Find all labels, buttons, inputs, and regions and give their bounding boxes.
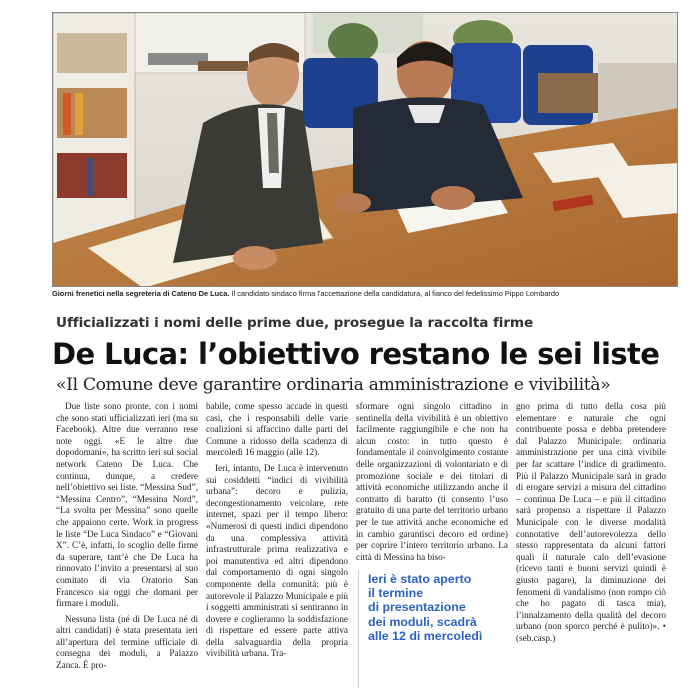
divider bbox=[358, 570, 359, 688]
caption-text: Il candidato sindaco firma l'accettazione della candidatura, al fianco del fedelissimo Pippo Lombardo bbox=[229, 289, 560, 298]
paragraph: gno prima di tutto della cosa più elementare e naturale che ogni contribuente possa e debba pretendere dal Palazzo Municipale: ordinaria amministrazione per una città vivibile per far scattare l’indice di gradimento. Più il Palazzo Municipale sarà in grado di erogare servizi a misura del cittadino – continua De Luca – e più il cittadino sarà propenso a rispettare il Palazzo Municipale con le diverse modalità connotative dell’autorevolezza dello stesso rappresentata da alcuni fattori quali il naturale calo dell’evasione (ricevo tanti e buoni servizi quindi è giusto pagare), la diminuzione dei fenomeni di vandalismo (non rompo ciò che ho pagato di tasca mia), l’innalzamento della qualità del decoro urbano (non sporco perché è pulito)». • (seb.casp.) bbox=[516, 401, 666, 643]
pull-quote-line: Ieri è stato aperto bbox=[368, 572, 472, 586]
photo-image-icon bbox=[53, 13, 678, 287]
column-4 bbox=[516, 401, 666, 644]
pull-quote-line: di presentazione bbox=[368, 600, 466, 615]
caption-bold: Giorni frenetici nella segreteria di Cateno De Luca. bbox=[52, 289, 230, 298]
article-subhead: «Il Comune deve garantire ordinaria amministrazione e vivibilità» bbox=[56, 375, 611, 395]
column-3 bbox=[356, 401, 508, 569]
pull-quote-line: dei moduli, scadrà bbox=[368, 614, 477, 629]
column-2 bbox=[206, 401, 348, 660]
article-headline: De Luca: l’obiettivo restano le sei liste bbox=[52, 337, 660, 371]
paragraph: Ieri, intanto, De Luca è intervenuto sui cosiddetti “indici di vivibilità urbana”: decoro e pulizia, decongestionamento veicolare, rete internet, spazi per il tempo libero: «Numerosi di questi indici dipendono da una complessiva attività infrastrutturale prima realizzativa e poi manutentiva ed altri dipendono dal comportamento di ogni singolo componente della comunità: più è autorevole il Palazzo Municipale e più i soggetti amministrati si sentiranno in dovere e coglieranno la soddisfazione di rispettare ed essere parte attiva della salvaguardia della propria vivibilità urbana. Tra- bbox=[206, 462, 348, 659]
article-kicker: Ufficializzati i nomi delle prime due, prosegue la raccolta firme bbox=[56, 315, 534, 331]
paragraph: Nessuna lista (né di De Luca né di altri candidati) è stata presentata ieri all’apertura del termine ufficiale di consegna dei moduli, a Palazzo Zanca. È pro- bbox=[56, 613, 198, 671]
column-1 bbox=[56, 401, 198, 672]
news-photo bbox=[52, 12, 678, 287]
paragraph: babile, come spesso accade in questi casi, che i responsabili delle varie coalizioni si affaccino dalle parti del Comune a ridosso della scadenza di mercoledì 16 maggio (alle 12). bbox=[206, 401, 348, 458]
article-body bbox=[56, 401, 686, 691]
pull-quote-line: il termine bbox=[368, 586, 424, 601]
paragraph: sformare ogni singolo cittadino in sentinella della vivibilità è un obiettivo facilmente raggiungibile e che non ha alcun costo: in tutto questo è fondamentale il coinvolgimento costante delle organizzazioni di volontariato e di promozione sociale e dei titolari di attività economiche utilizzando anche il contratto di baratto (ti consento l’uso gratuito di una parte del territorio urbano per le tue attività anche economiche ed in cambio garantisci decoro ed ordine) per coprire l’intero territorio urbano. La città di Messina ha biso- bbox=[356, 401, 508, 562]
photo-caption bbox=[52, 289, 682, 299]
paragraph: Due liste sono pronte, con i nomi che sono stati ufficializzati ieri (ma su Facebook). Altre due verranno rese note oggi. «E le altre due dopodomani», ha scritto ieri sul social network Cateno De Luca. Che continua, dunque, a credere nell’obiettivo sei liste. “Messina Sud”, “Messina Centro”, “Messina Nord”, “La svolta per Messina” sono quelle che appaiono certe. Work in progress le liste “De Luca Sindaco” e “Giovani X”. C’è, infatti, lo scoglio delle firme da superare, tant’è che De Luca ha rinnovato l’invito a presentarsi al suo comitato di via Oratorio San Francesco sia oggi che domani per firmare i moduli. bbox=[56, 401, 198, 609]
pull-quote bbox=[368, 572, 513, 643]
pull-quote-line: alle 12 di mercoledì bbox=[368, 628, 483, 643]
